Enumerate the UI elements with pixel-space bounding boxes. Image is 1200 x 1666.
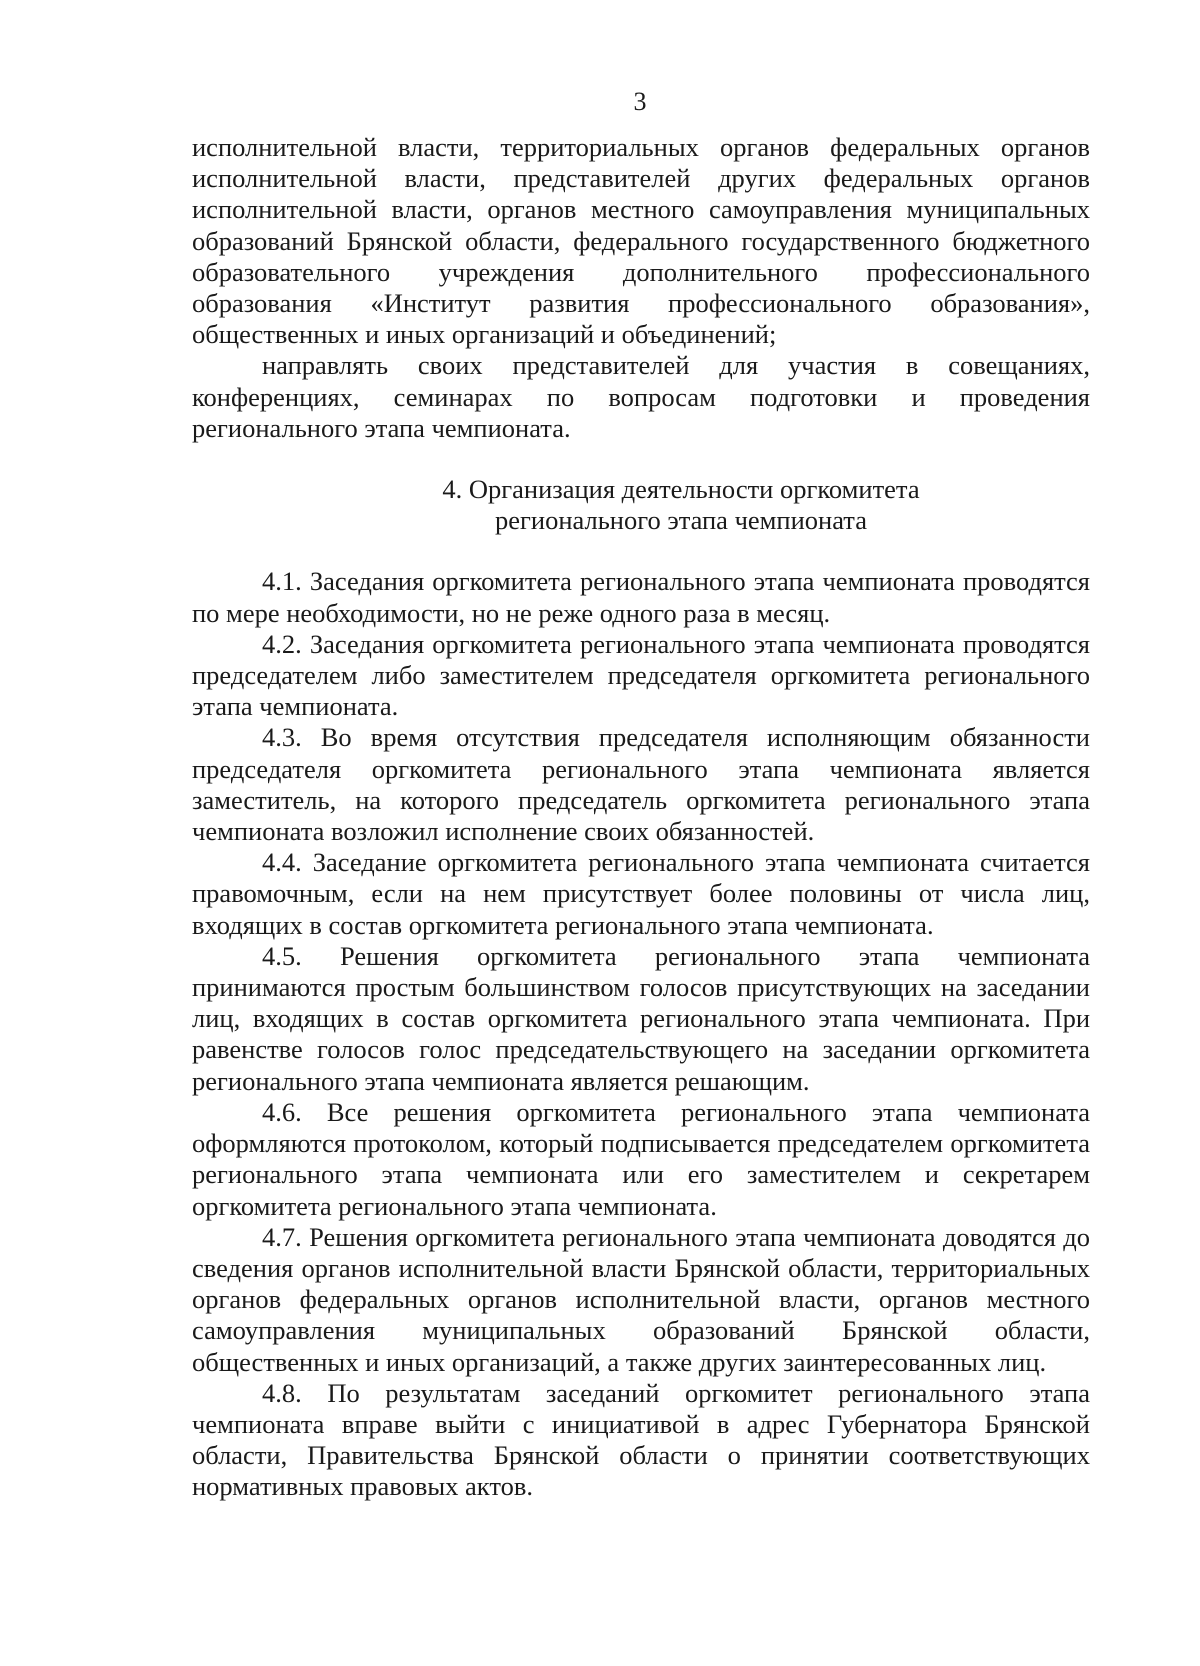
paragraph-representatives: направлять своих представителей для участия в совещаниях, конференциях, семинарах по вопросам подготовки и проведения регионального этапа чемпионата. <box>192 350 1090 443</box>
section-heading-line-2: регионального этапа чемпионата <box>495 505 867 536</box>
paragraph-continuation: исполнительной власти, территориальных органов федеральных органов исполнительной власти, представителей других федеральных органов исполнительной власти, органов местного самоуправления муниципальных образований Брянской области, федерального государственного бюджетного образовательного учреждения дополнительного профессионального образования «Институт развития профессионального образования», общественных и иных организаций и объединений; <box>192 132 1090 350</box>
clause-4-2: 4.2. Заседания оргкомитета регионального этапа чемпионата проводятся председателем либо заместителем председателя оргкомитета регионального этапа чемпионата. <box>192 628 1090 722</box>
clause-4-3: 4.3. Во время отсутствия председателя исполняющим обязанности председателя оргкомитета регионального этапа чемпионата является заместитель, на которого председатель оргкомитета регионального этапа чемпионата возложил исполнение своих обязанностей. <box>192 722 1090 847</box>
document-body <box>192 132 1090 1503</box>
clause-4-6: 4.6. Все решения оргкомитета регионального этапа чемпионата оформляются протоколом, который подписывается председателем оргкомитета регионального этапа чемпионата или его заместителем и секретарем оргкомитета регионального этапа чемпионата. <box>192 1096 1090 1221</box>
clause-4-1: 4.1. Заседания оргкомитета регионального этапа чемпионата проводятся по мере необходимости, но не реже одного раза в месяц. <box>192 566 1090 628</box>
section-heading-line-1: 4. Организация деятельности оргкомитета <box>442 474 920 505</box>
section-heading <box>192 474 1090 536</box>
clause-4-4: 4.4. Заседание оргкомитета регионального этапа чемпионата считается правомочным, если на нем присутствует более половины от числа лиц, входящих в состав оргкомитета регионального этапа чемпионата. <box>192 847 1090 940</box>
clause-4-7: 4.7. Решения оргкомитета регионального этапа чемпионата доводятся до сведения органов исполнительной власти Брянской области, территориальных органов федеральных органов исполнительной власти, органов местного самоуправления муниципальных образований Брянской области, общественных и иных организаций, а также других заинтересованных лиц. <box>192 1221 1090 1377</box>
clause-4-8: 4.8. По результатам заседаний оргкомитет регионального этапа чемпионата вправе выйти с инициативой в адрес Губернатора Брянской области, Правительства Брянской области о принятии соответствующих нормативных правовых актов. <box>192 1377 1090 1502</box>
clause-4-5: 4.5. Решения оргкомитета регионального этапа чемпионата принимаются простым большинством голосов присутствующих на заседании лиц, входящих в состав оргкомитета регионального этапа чемпионата. При равенстве голосов голос председательствующего на заседании оргкомитета регионального этапа чемпионата является решающим. <box>192 940 1090 1096</box>
page-number: 3 <box>633 87 647 116</box>
